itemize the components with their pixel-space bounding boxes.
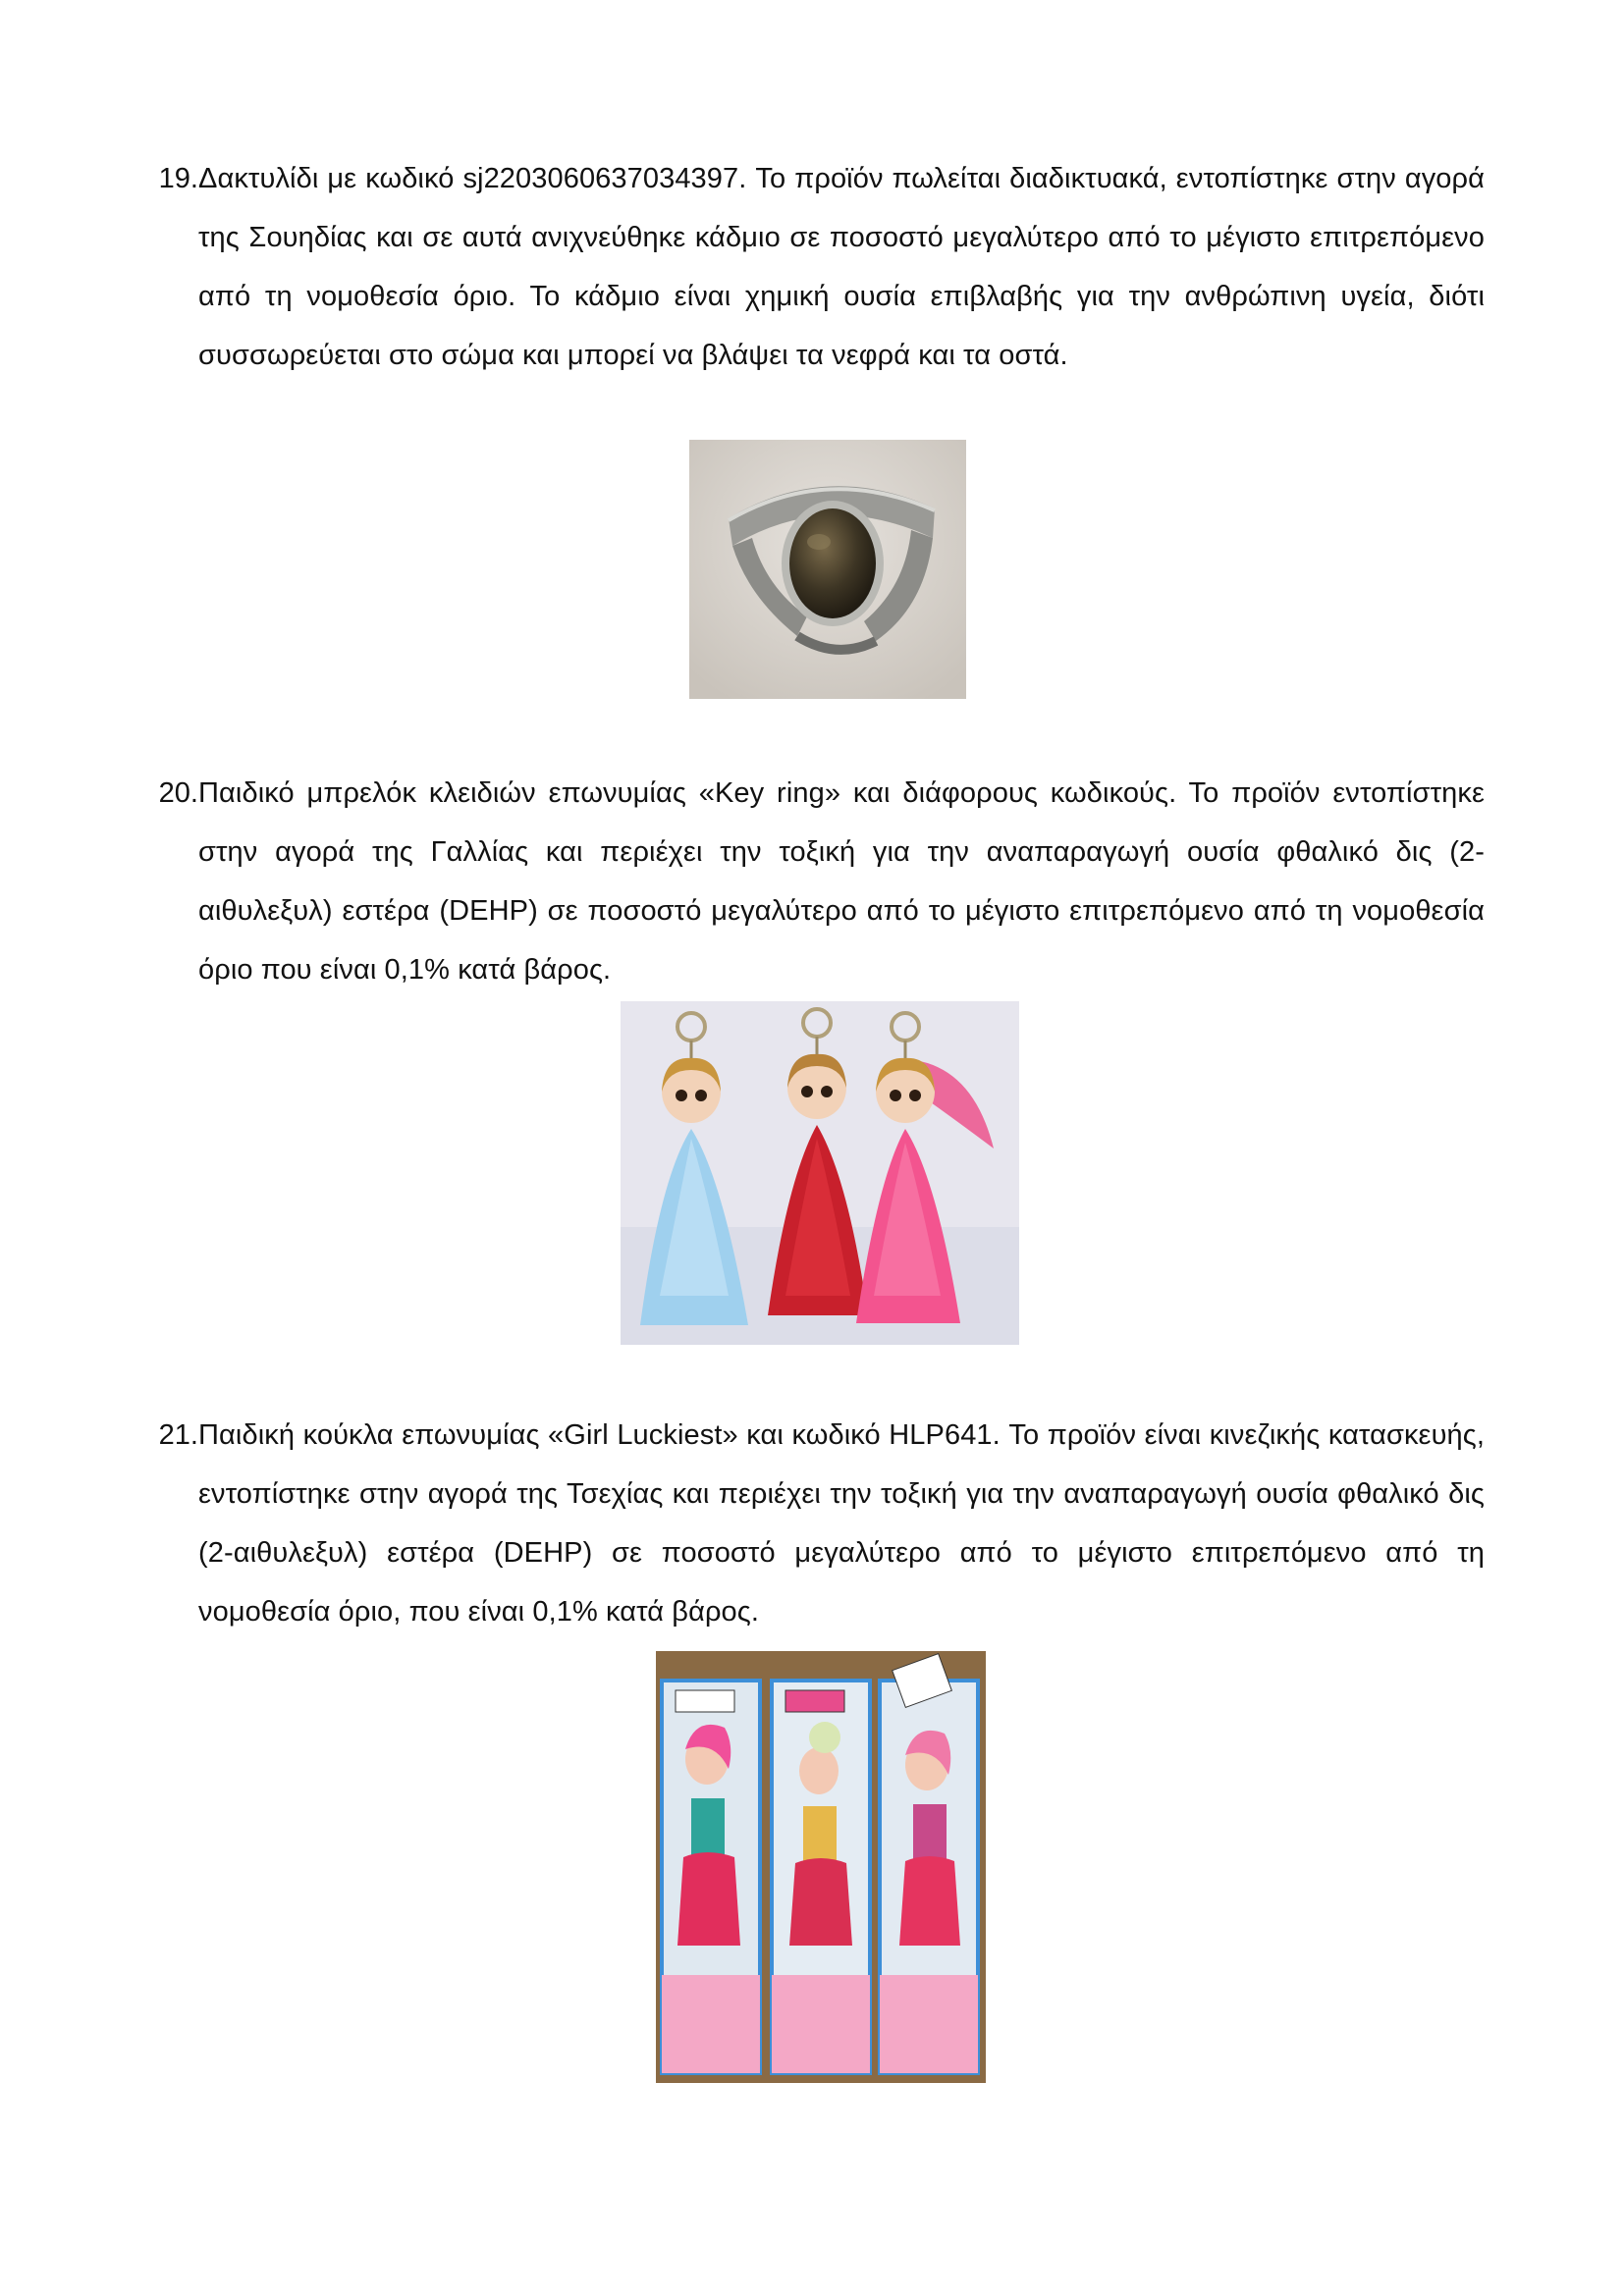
item-text: Δακτυλίδι με κωδικό sj2203060637034397. Το προϊόν πωλείται διαδικτυακά, εντοπίστηκε στην αγορά της Σουηδίας και σε αυτά ανιχνεύθηκε κάδμιο σε ποσοστό μεγαλύτερο από το μέγιστο επιτρεπόμενο από τη νομοθεσία όριο. Το κάδμιο είναι χημική ουσία επιβλαβής για την ανθρώπινη υγεία, διότι συσσωρεύεται στο σώμα και μπορεί να βλάψει τα νεφρά και τα οστά. [198, 163, 1485, 371]
item-number: 21. [158, 1419, 198, 1451]
doll-keyrings-photo [621, 1001, 1019, 1345]
item-text: Παιδική κούκλα επωνυμίας «Girl Luckiest» και κωδικό HLP641. Το προϊόν είναι κινεζικής κατασκευής, εντοπίστηκε στην αγορά της Τσεχίας και περιέχει την τοξική για την αναπαραγωγή ουσία φθαλικό δις (2-αιθυλεξυλ) εστέρα (DEHP) σε ποσοστό μεγαλύτερο από το μέγιστο επιτρεπόμενο από τη νομοθεσία όριο, που είναι 0,1% κατά βάρος. [198, 1419, 1485, 1628]
list-item-19 [147, 149, 1485, 385]
ring-photo [689, 440, 966, 699]
item-number: 20. [158, 777, 198, 809]
boxed-dolls-photo [656, 1651, 986, 2083]
list-item-21 [147, 1406, 1485, 1641]
list-item-20 [147, 764, 1485, 999]
item-number: 19. [158, 163, 198, 194]
item-text: Παιδικό μπρελόκ κλειδιών επωνυμίας «Key ring» και διάφορους κωδικούς. Το προϊόν εντοπίστηκε στην αγορά της Γαλλίας και περιέχει την τοξική για την αναπαραγωγή ουσία φθαλικό δις (2-αιθυλεξυλ) εστέρα (DEHP) σε ποσοστό μεγαλύτερο από το μέγιστο επιτρεπόμενο από τη νομοθεσία όριο που είναι 0,1% κατά βάρος. [198, 777, 1485, 986]
